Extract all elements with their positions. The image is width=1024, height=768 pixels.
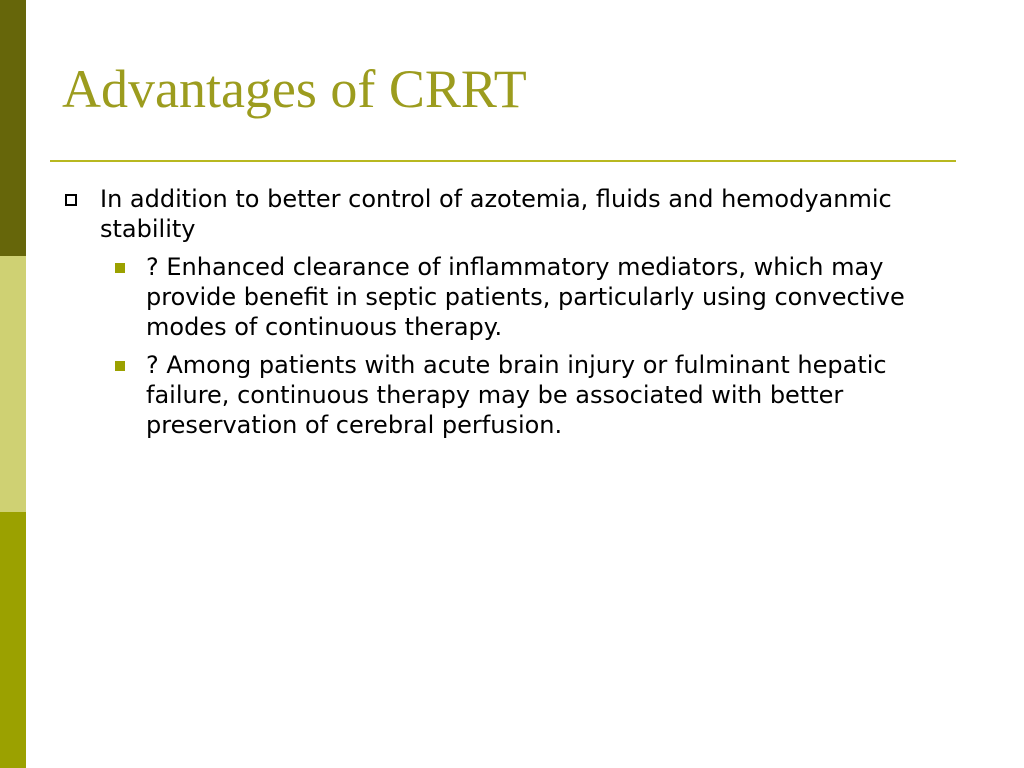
title-divider bbox=[50, 160, 956, 162]
slide-title: Advantages of CRRT bbox=[62, 59, 527, 119]
bullet-text: In addition to better control of azotemia, fluids and hemodyanmic stability bbox=[100, 185, 892, 243]
sub-bullet-text: ? Among patients with acute brain injury or fulminant hepatic failure, continuous therapy may be associated with better preservation of cerebral perfusion. bbox=[146, 351, 887, 439]
sub-bullet-list bbox=[0, 252, 1024, 440]
bullet-item bbox=[100, 184, 900, 244]
slide-body bbox=[0, 184, 1024, 448]
filled-square-bullet-icon bbox=[115, 263, 125, 273]
filled-square-bullet-icon bbox=[115, 361, 125, 371]
sub-bullet-item bbox=[146, 252, 966, 342]
sub-bullet-text: ? Enhanced clearance of inflammatory mediators, which may provide benefit in septic patients, particularly using convective modes of continuous therapy. bbox=[146, 253, 905, 341]
sub-bullet-item bbox=[146, 350, 966, 440]
side-bar-olive-segment bbox=[0, 512, 26, 768]
hollow-square-bullet-icon bbox=[65, 194, 77, 206]
